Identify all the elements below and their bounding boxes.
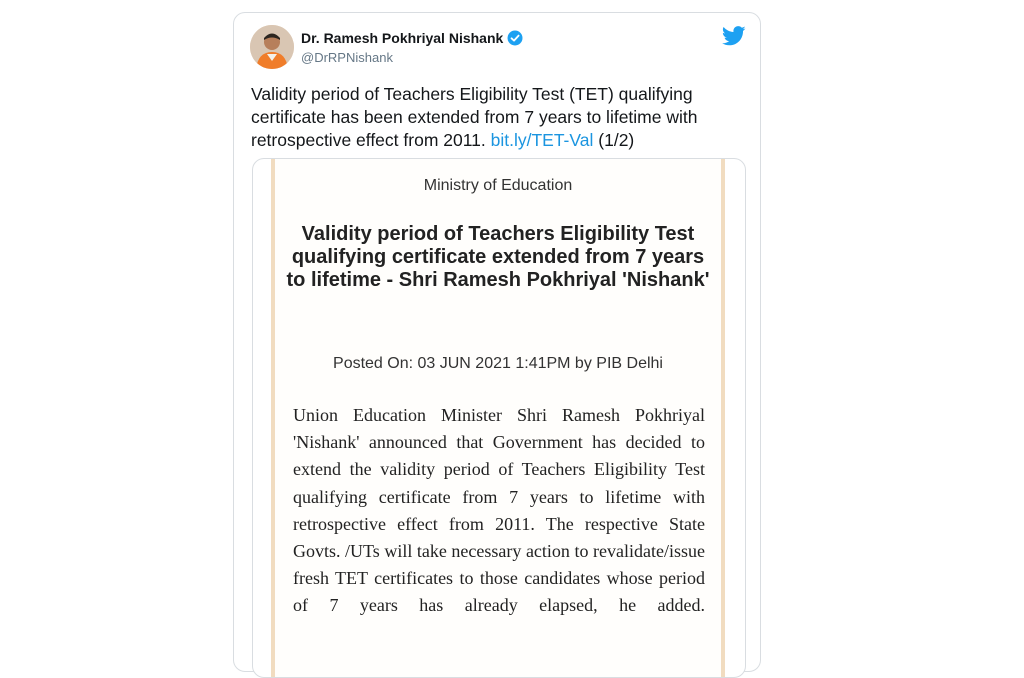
press-release-headline: Validity period of Teachers Eligibility Test qualifying certificate extended from 7 years to lifetime - Shri Ramesh Pokhriyal 'Nishank' [286, 223, 710, 291]
author-handle[interactable]: @DrRPNishank [301, 50, 393, 65]
tweet-media-image[interactable] [252, 158, 746, 678]
twitter-bird-icon[interactable] [722, 26, 746, 46]
ministry-label: Ministry of Education [423, 177, 573, 194]
posted-on-line: Posted On: 03 JUN 2021 1:41PM by PIB Delhi [333, 355, 663, 372]
tweet-card[interactable] [233, 12, 761, 672]
avatar-image [250, 25, 294, 69]
tweet-text [251, 83, 751, 152]
verified-badge-icon [507, 30, 523, 46]
tweet-link[interactable]: bit.ly/TET-Val [490, 130, 594, 150]
press-release-body: Union Education Minister Shri Ramesh Pokhriyal 'Nishank' announced that Government has decided to extend the validity period of Teachers Eligibility Test qualifying certificate from 7 years to lifetime with retrospective effect from 2011. The respective State Govts. /UTs will take necessary action to revalidate/issue fresh TET certificates to those candidates whose period of 7 years has already elapsed, he added. [293, 405, 705, 616]
author-avatar[interactable] [250, 25, 294, 69]
author-name[interactable] [301, 30, 523, 46]
author-name-text[interactable]: Dr. Ramesh Pokhriyal Nishank [301, 30, 504, 46]
thread-marker: (1/2) [598, 130, 635, 150]
press-release-document [271, 159, 725, 678]
tweet-body-text: Validity period of Teachers Eligibility Test (TET) qualifying certificate has been extended from 7 years to lifetime with retrospective effect from 2011. [251, 84, 698, 150]
